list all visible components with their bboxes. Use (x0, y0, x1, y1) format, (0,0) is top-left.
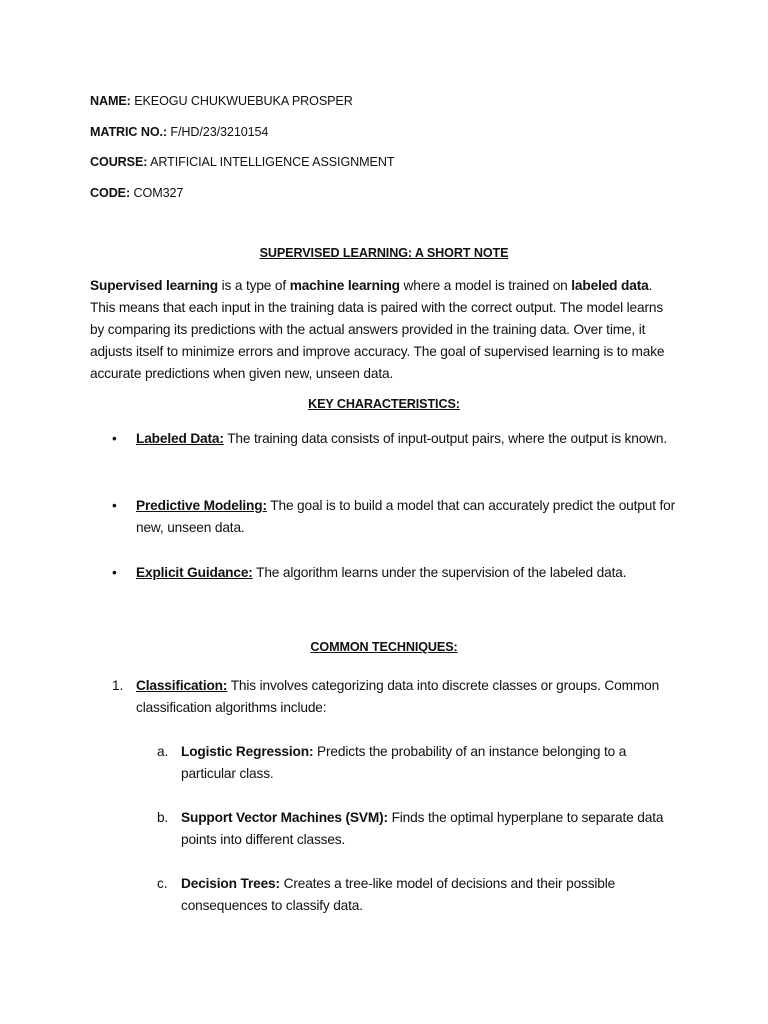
characteristic-term: Labeled Data: (136, 431, 224, 446)
code-label: CODE: (90, 186, 131, 200)
code-line (90, 185, 183, 201)
list-letter: c. (157, 876, 168, 891)
characteristic-text: The training data consists of input-output pairs, where the output is known. (223, 431, 668, 446)
document-title: SUPERVISED LEARNING: A SHORT NOTE (259, 246, 509, 260)
matric-value: F/HD/23/3210154 (170, 125, 269, 139)
list-letter: a. (157, 744, 169, 759)
matric-line (90, 124, 268, 140)
algorithm-content (181, 873, 682, 917)
algorithm-term: Logistic Regression: (181, 744, 314, 759)
course-line (90, 154, 394, 170)
algorithm-term: Support Vector Machines (SVM): (181, 810, 388, 825)
course-value: ARTIFICIAL INTELLIGENCE ASSIGNMENT (150, 155, 395, 169)
characteristic-text: The goal is to build a model that can accurately predict the output for new, unseen data. (136, 498, 676, 535)
list-number: 1. (112, 678, 124, 693)
characteristic-content (136, 562, 682, 584)
characteristic-content (136, 428, 682, 450)
algorithm-content (181, 807, 682, 851)
characteristic-term: Predictive Modeling: (136, 498, 267, 513)
technique-term: Classification: (136, 678, 228, 693)
list-letter: b. (157, 810, 169, 825)
name-label: NAME: (90, 94, 131, 108)
characteristic-term: Explicit Guidance: (136, 565, 253, 580)
intro-text-1: is a type of (217, 278, 290, 293)
course-label: COURSE: (90, 155, 148, 169)
intro-text-3: . This means that each input in the training data is paired with the correct output. The model learns by comparing its predictions with the actual answers provided in the training data. Over time, it adjusts itself to minimize errors and improve accuracy. The goal of supervised learning is to make accurate predictions when given new, unseen data. (90, 278, 665, 381)
bullet-icon: • (112, 565, 117, 580)
intro-paragraph (90, 275, 680, 385)
algorithm-content (181, 741, 682, 785)
algorithm-text: Finds the optimal hyperplane to separate data points into different classes. (181, 810, 664, 847)
matric-label: MATRIC NO.: (90, 125, 168, 139)
characteristics-heading: KEY CHARACTERISTICS: (308, 397, 460, 411)
intro-term-labeled-data: labeled data (571, 278, 649, 293)
algorithm-term: Decision Trees: (181, 876, 280, 891)
intro-term-supervised-learning: Supervised learning (90, 278, 218, 293)
technique-text: This involves categorizing data into discrete classes or groups. Common classification algorithms include: (136, 678, 660, 715)
technique-content (136, 675, 682, 719)
name-value: EKEOGU CHUKWUEBUKA PROSPER (134, 94, 353, 108)
intro-text-2: where a model is trained on (399, 278, 572, 293)
characteristic-text: The algorithm learns under the supervision of the labeled data. (252, 565, 627, 580)
algorithm-text: Creates a tree-like model of decisions and their possible consequences to classify data. (181, 876, 616, 913)
characteristic-content (136, 495, 682, 539)
code-value: COM327 (133, 186, 184, 200)
name-line (90, 93, 353, 109)
bullet-icon: • (112, 498, 117, 513)
bullet-icon: • (112, 431, 117, 446)
algorithm-text: Predicts the probability of an instance belonging to a particular class. (181, 744, 627, 781)
intro-term-machine-learning: machine learning (289, 278, 400, 293)
techniques-heading: COMMON TECHNIQUES: (310, 640, 458, 654)
